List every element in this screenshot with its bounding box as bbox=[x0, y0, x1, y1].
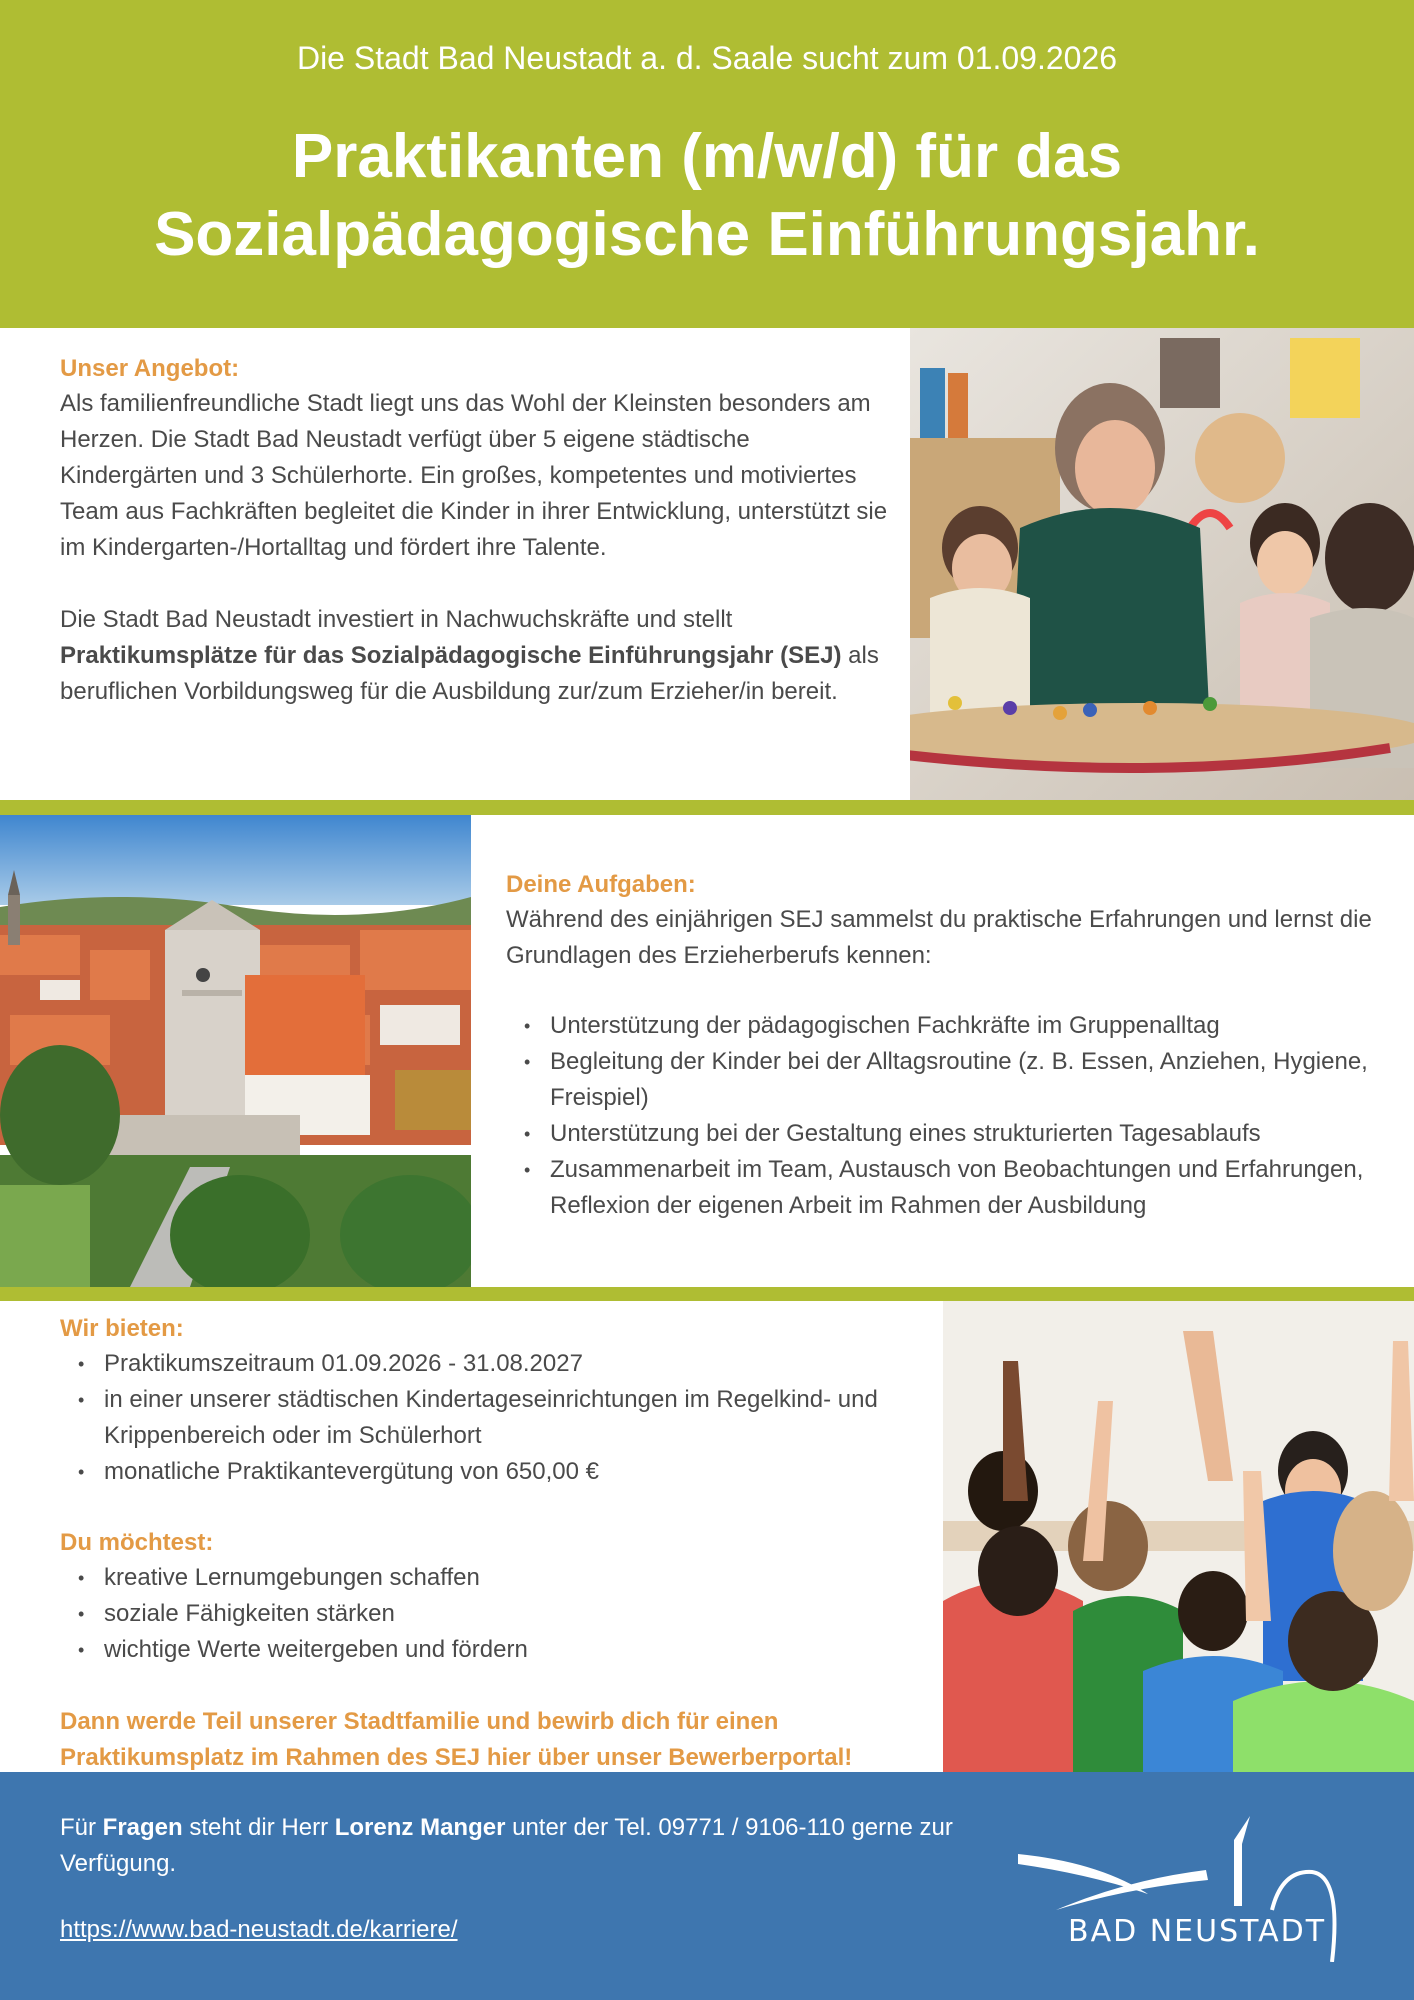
contact-footer bbox=[0, 1772, 1414, 2000]
list-item: • Begleitung der Kinder bei der Alltagsroutine (z. B. Essen, Anziehen, Hygiene, Freispiel) bbox=[506, 1044, 1386, 1116]
logo-text: BAD NEUSTADT bbox=[1068, 1914, 1327, 1949]
list-item: • monatliche Praktikantevergütung von 650,00 € bbox=[60, 1454, 920, 1490]
contact-bold-questions: Fragen bbox=[102, 1814, 183, 1841]
call-to-action: Dann werde Teil unserer Stadtfamilie und bewirb dich für einen Praktikumsplatz im Rahmen des SEJ hier über unser Bewerberportal! bbox=[60, 1708, 853, 1771]
offer-p2-bold: Praktikumsplätze für das Sozialpädagogische Einführungsjahr (SEJ) bbox=[60, 642, 842, 669]
offer-p2-text: Die Stadt Bad Neustadt investiert in Nachwuchskräfte und stellt bbox=[60, 606, 733, 633]
contact-text-3: unter der Tel. 09771 / 9106-110 gerne zur Verfügung. bbox=[60, 1814, 953, 1877]
contact-text bbox=[60, 1810, 960, 1882]
offer-heading: Unser Angebot: bbox=[60, 355, 240, 382]
teacher-children-image bbox=[910, 328, 1414, 800]
tasks-intro: Während des einjährigen SEJ sammelst du praktische Erfahrungen und lernst die Grundlagen des Erzieherberufs kennen: bbox=[506, 906, 1372, 969]
benefits-section bbox=[60, 1312, 940, 1776]
tasks-section bbox=[506, 868, 1386, 1224]
divider-band-1 bbox=[0, 800, 1414, 815]
header-subtitle: Die Stadt Bad Neustadt a. d. Saale sucht zum 01.09.2026 bbox=[296, 40, 1118, 76]
list-item: • Zusammenarbeit im Team, Austausch von Beobachtungen und Erfahrungen, Reflexion der eigenen Arbeit im Rahmen der Ausbildung bbox=[506, 1152, 1386, 1224]
offer-paragraph-2 bbox=[60, 602, 890, 710]
children-cheering-image bbox=[943, 1301, 1414, 1772]
list-item: • in einer unserer städtischen Kindertageseinrichtungen im Regelkind- und Krippenbereich oder im Schülerhort bbox=[60, 1382, 920, 1454]
photo-teacher-with-children bbox=[910, 328, 1414, 800]
offer-p2-text-end: als beruflichen Vorbildungsweg für die Ausbildung zur/zum Erzieher/in bereit. bbox=[60, 642, 879, 705]
list-item: • Unterstützung der pädagogischen Fachkräfte im Gruppenalltag bbox=[506, 1008, 1386, 1044]
tasks-list bbox=[506, 1008, 1386, 1224]
header-banner bbox=[0, 0, 1414, 328]
offer-section bbox=[60, 352, 890, 710]
offer-paragraph-1: Als familienfreundliche Stadt liegt uns das Wohl der Kleinsten besonders am Herzen. Die Stadt Bad Neustadt verfügt über 5 eigene städtische Kindergärten und 3 Schülerhorte. Ein großes, kompetentes und motiviertes Team aus Fachkräften begleitet die Kinder in ihrer Entwicklung, unterstützt sie im Kindergarten-/Hortalltag und fördert ihre Talente. bbox=[60, 390, 888, 561]
town-aerial-image bbox=[0, 815, 471, 1287]
page-title bbox=[0, 118, 1414, 274]
list-item: • wichtige Werte weitergeben und fördern bbox=[60, 1632, 940, 1668]
title-line-2: Sozialpädagogische Einführungsjahr. bbox=[154, 200, 1260, 269]
contact-text-2: steht dir Herr bbox=[182, 1814, 335, 1841]
you-want-heading: Du möchtest: bbox=[60, 1529, 214, 1556]
list-item: • kreative Lernumgebungen schaffen bbox=[60, 1560, 940, 1596]
photo-children-cheering bbox=[943, 1301, 1414, 1772]
list-item: • soziale Fähigkeiten stärken bbox=[60, 1596, 940, 1632]
contact-person-name: Lorenz Manger bbox=[334, 1814, 506, 1841]
we-offer-list bbox=[60, 1346, 920, 1490]
divider-band-2 bbox=[0, 1287, 1414, 1301]
bad-neustadt-logo bbox=[1010, 1802, 1370, 1962]
photo-town-aerial bbox=[0, 815, 471, 1287]
we-offer-heading: Wir bieten: bbox=[60, 1315, 184, 1342]
title-line-1: Praktikanten (m/w/d) für das bbox=[291, 122, 1123, 191]
tasks-heading: Deine Aufgaben: bbox=[506, 871, 696, 898]
list-item: • Praktikumszeitraum 01.09.2026 - 31.08.2027 bbox=[60, 1346, 920, 1382]
contact-text-1: Für bbox=[60, 1814, 103, 1841]
you-want-list bbox=[60, 1560, 940, 1668]
career-portal-link[interactable]: https://www.bad-neustadt.de/karriere/ bbox=[60, 1916, 458, 1943]
list-item: • Unterstützung bei der Gestaltung eines strukturierten Tagesablaufs bbox=[506, 1116, 1386, 1152]
